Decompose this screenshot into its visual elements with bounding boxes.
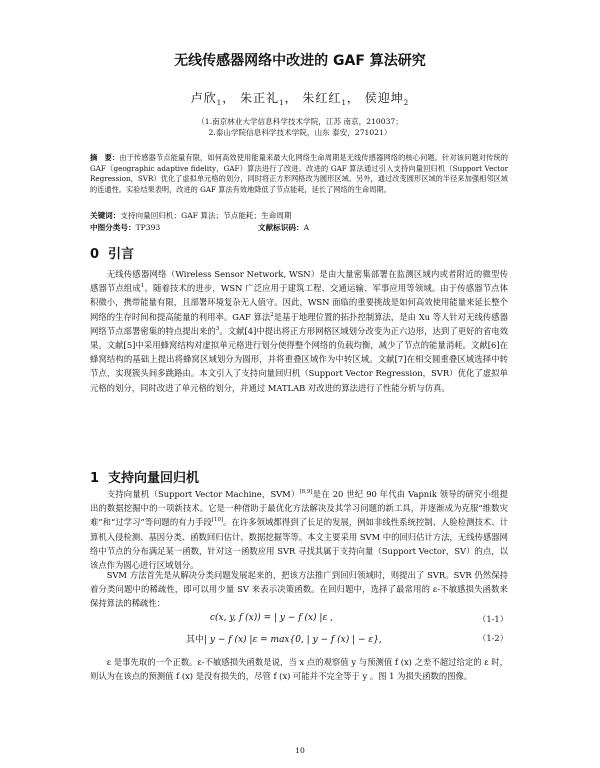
section-heading-svr [90,467,199,486]
section-heading-introduction [90,243,134,262]
document-code [258,222,309,233]
author-name: 卢欣 [190,91,217,105]
author-affiliation-mark: 1 [341,99,347,107]
page-number: 10 [295,746,305,755]
author-separator: ， [222,91,236,105]
citation-ref: 1 [140,283,145,290]
paper-title: 无线传感器网络中改进的 GAF 算法研究 [174,53,426,69]
equation-number: （1-2） [478,633,508,643]
author-name: 朱红红 [302,91,342,105]
author-separator: ， [346,91,360,105]
author-separator: ， [284,91,298,105]
svr-paragraph: SVM 方法首先是从解决分类问题发展起来的，把该方法推广到回归领域时，则提出了 SVR。SVR 仍然保持着分类问题中的稀疏性，即可以用少量 SV 来表示决策函数。在回归题中，选择了最常用的 ε-不敏感损失函数来保持算法的稀疏性： [90,570,508,609]
doc-code-value: A [303,223,310,232]
abstract [90,153,508,195]
clc-number [90,222,160,233]
doc-code-label: 文献标识码： [258,223,304,232]
equation-expression: | y − f (x) |ε = max{0, | y − f (x) | − ε}, [204,635,382,645]
section-number: 1 [90,471,100,486]
body-text: 是基于地理位置的拓扑控制算法，是由 Xu 等人针对无线传感器网络节点部署密集的特点提出来的 [90,311,508,336]
abstract-text: 由于传感器节点能量有限，如何高效使用能量来最大化网络生命周期是无线传感器网络的核心问题。针对该问题对传统的 GAF（geographic adaptive fidelity，GAF）算法进行了改进。改进的 GAF 算法通过引入支持向量回归机（Support Vector Regression，SVR）优化了虚拟单元格的划分，同时将正方形网格改为圆形区域。另外，通过改变圆形区域的半径来加强相邻区域的连通性。实验结果表明，改进的 GAF 算法有效地降低了节点能耗，延长了网络的生命周期。 [90,153,508,194]
author-list [0,89,600,107]
introduction-paragraph [90,267,508,395]
affiliation-2: 2.泰山学院信息科学技术学院，山东 泰安，271021） [208,128,392,137]
keywords-text: 支持向量回归机；GAF 算法；节点能耗；生命周期 [120,211,292,220]
affiliation-1: （1.南京林业大学信息科学技术学院，江苏 南京，210037； [197,117,403,126]
keywords-label: 关键词： [90,211,121,220]
equation-body [186,632,382,645]
section-number: 0 [90,247,100,262]
author-affiliation-mark: 1 [216,99,223,107]
citation-ref: 2 [270,311,274,318]
author-name: 朱正礼 [240,91,280,105]
body-text: 支持向量机（Support Vector Machine，SVM） [106,489,300,499]
svm-paragraph [90,487,508,572]
equation-prefix: 其中 [186,635,205,645]
author-affiliation-mark: 2 [403,99,410,107]
body-text: 。随着技术的进步，WSN 广泛应用于建筑工程、交通运输、军事应用等领域。由于传感器节点体积微小，携带能量有限，且部署环境复杂无人值守。因此，WSN 面临的重要挑战是如何高效使用能量来延长整个网络的生存时间和提高能量的利用率。GAF 算法 [90,283,508,322]
author-name: 侯迎坤 [364,91,404,105]
equation-number: （1-1） [478,614,508,624]
citation-ref: 3 [215,325,220,332]
citation-ref: [8,9] [299,489,313,495]
body-text: 是在 20 世纪 90 年代由 Vapnik 领导的研究小组提出的数据挖掘中的一项新技术。它是一种借助于最优化方法解决及其学习问题的新工具，并逐渐成为克服“维数灾难”和“过学习”等问题的有力手段 [90,489,508,528]
keywords [90,210,291,221]
author-affiliation-mark: 1 [279,99,285,107]
equation-1-2 [90,632,508,646]
citation-ref: [10] [211,517,224,524]
body-text: 无线传感器网络（Wireless Sensor Network, WSN）是由大量密集部署在监测区域内或者附近的微型传感器节点组成 [90,269,508,294]
epsilon-paragraph: ε 是事先取的一个正数。ε-不敏感损失函数是说，当 x 点的观察值 y 与预测值 f (x) 之差不超过给定的 ε 时，则认为在该点的预测值 f (x) 是没有损失的，尽管 f (x) 可能并不完全等于 y 。图 1 为损失函数的图像。 [90,657,508,682]
body-text: 。文献[4]中提出将正方形网格区域划分改变为正六边形，达到了更好的省电效果。文献[5]中采用蜂窝结构对虚拟单元格进行划分使得整个网络的负载均衡，减少了节点的能量消耗。文献[6]在蜂窝结构的基础上提出将蜂窝区域划分为圆形，并将重叠区域作为中转区域。文献[7]在相交圆重叠区域选择中转节点，实现簇头间多跳路由。本文引入了支持向量回归机（Support Vector Regression，SVR）优化了虚拟单元格的划分，同时改进了单元格的划分，并通过 MATLAB 对改进的算法进行了性能分析与仿真。 [90,325,508,393]
section-title: 引言 [108,247,135,262]
abstract-label: 摘 要： [90,153,120,162]
body-text: 。在许多领域都得到了长足的发展，例如非线性系统控制、人脸检测技术、计算机入侵检测、基因分类、函数回归估计、数据挖掘等等。本文主要采用 SVM 中的回归估计方法，无线传感器网络中节点的分布满足某一函数，针对这一函数应用 SVR 寻找其属于支持向量（Support Vector，SV）的点，以该点作为圆心进行区域划分。 [90,517,509,571]
section-title: 支持向量回归机 [108,471,200,486]
clc-label: 中图分类号： [90,223,136,232]
clc-value: TP393 [135,223,161,232]
equation-1-1 [90,613,508,627]
equation-expression: c(x, y, f (x)) = | y − f (x) |ε , [210,613,333,623]
